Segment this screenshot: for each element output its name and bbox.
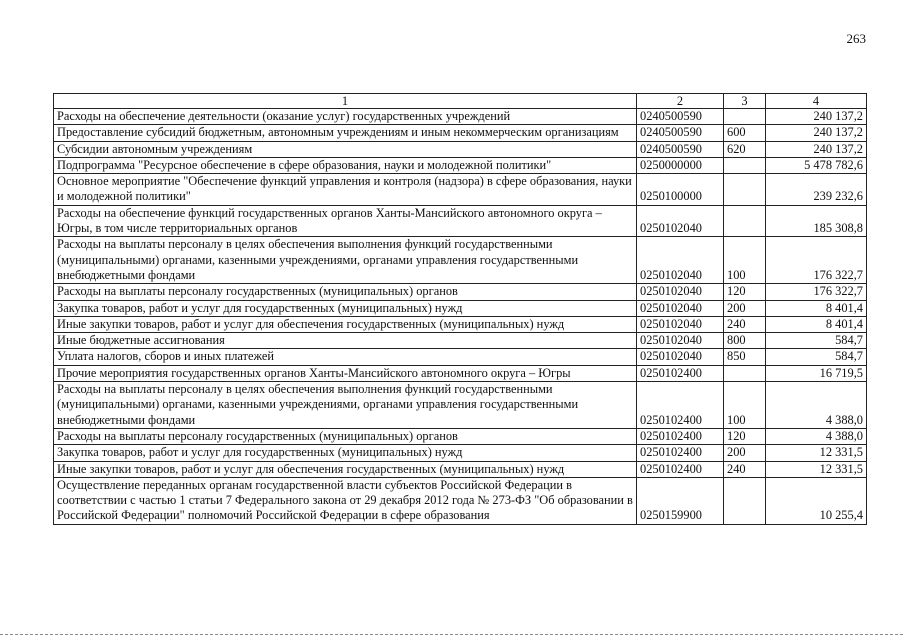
row-description: Основное мероприятие "Обеспечение функций управления и контроля (надзора) в сфере образования, науки и молодежной политики" [54,174,637,206]
header-cell-type: 3 [724,94,766,109]
row-type: 200 [724,300,766,316]
row-description: Осуществление переданных органам государственной власти субъектов Российской Федерации в соответствии с частью 1 статьи 7 Федерального закона от 29 декабря 2012 года № 273-ФЗ "Об образовании в Российской Федерации" полномочий Российской Федерации в сфере образования [54,477,637,524]
row-amount: 12 331,5 [766,461,867,477]
row-code: 0250102040 [637,237,724,284]
row-code: 0250102400 [637,365,724,381]
row-type [724,109,766,125]
row-amount: 239 232,6 [766,174,867,206]
row-description: Иные закупки товаров, работ и услуг для обеспечения государственных (муниципальных) нужд [54,316,637,332]
row-type: 100 [724,237,766,284]
row-description: Расходы на выплаты персоналу государственных (муниципальных) органов [54,284,637,300]
row-amount: 176 322,7 [766,237,867,284]
row-code: 0250102400 [637,461,724,477]
table-row [54,365,867,381]
table-row [54,237,867,284]
row-amount: 584,7 [766,333,867,349]
row-amount: 12 331,5 [766,445,867,461]
budget-table [53,93,867,525]
row-code: 0240500590 [637,141,724,157]
row-code: 0250102040 [637,205,724,237]
row-code: 0250102040 [637,300,724,316]
row-amount: 240 137,2 [766,125,867,141]
table-row [54,477,867,524]
row-description: Закупка товаров, работ и услуг для государственных (муниципальных) нужд [54,300,637,316]
row-type [724,174,766,206]
row-code: 0240500590 [637,125,724,141]
row-type [724,205,766,237]
row-code: 0250159900 [637,477,724,524]
row-amount: 5 478 782,6 [766,157,867,173]
table-row [54,157,867,173]
row-description: Иные закупки товаров, работ и услуг для обеспечения государственных (муниципальных) нужд [54,461,637,477]
table-row [54,125,867,141]
page-number: 263 [846,31,866,46]
header-cell-amount: 4 [766,94,867,109]
table-row [54,349,867,365]
table-row [54,428,867,444]
row-amount: 10 255,4 [766,477,867,524]
row-type: 120 [724,428,766,444]
table-row [54,174,867,206]
row-code: 0250102400 [637,428,724,444]
row-type: 200 [724,445,766,461]
row-type [724,477,766,524]
row-description: Расходы на выплаты персоналу в целях обеспечения выполнения функций государственными (муниципальными) органами, казенными учреждениями, органами управления государственными внебюджетными фондами [54,237,637,284]
row-description: Предоставление субсидий бюджетным, автономным учреждениям и иным некоммерческим организациям [54,125,637,141]
row-amount: 240 137,2 [766,141,867,157]
table-row [54,141,867,157]
row-description: Уплата налогов, сборов и иных платежей [54,349,637,365]
row-description: Подпрограмма "Ресурсное обеспечение в сфере образования, науки и молодежной политики" [54,157,637,173]
table-row [54,109,867,125]
row-type: 240 [724,461,766,477]
row-description: Иные бюджетные ассигнования [54,333,637,349]
row-code: 0250102040 [637,316,724,332]
row-code: 0250102040 [637,333,724,349]
row-type: 100 [724,382,766,429]
row-amount: 8 401,4 [766,300,867,316]
row-amount: 185 308,8 [766,205,867,237]
header-cell-code: 2 [637,94,724,109]
row-amount: 240 137,2 [766,109,867,125]
row-amount: 4 388,0 [766,382,867,429]
row-type: 240 [724,316,766,332]
row-amount: 16 719,5 [766,365,867,381]
row-code: 0250102040 [637,284,724,300]
table-row [54,445,867,461]
row-type: 620 [724,141,766,157]
table-row [54,300,867,316]
table-row [54,333,867,349]
table-row [54,316,867,332]
row-code: 0250102040 [637,349,724,365]
row-description: Расходы на обеспечение функций государственных органов Ханты-Мансийского автономного округа – Югры, в том числе территориальных органов [54,205,637,237]
row-type: 800 [724,333,766,349]
table-row [54,382,867,429]
row-type: 850 [724,349,766,365]
row-code: 0240500590 [637,109,724,125]
header-cell-description: 1 [54,94,637,109]
row-code: 0250000000 [637,157,724,173]
row-amount: 4 388,0 [766,428,867,444]
row-type [724,365,766,381]
scan-edge-line [0,634,905,635]
row-description: Расходы на обеспечение деятельности (оказание услуг) государственных учреждений [54,109,637,125]
row-code: 0250102400 [637,445,724,461]
table-row [54,284,867,300]
row-description: Закупка товаров, работ и услуг для государственных (муниципальных) нужд [54,445,637,461]
row-amount: 8 401,4 [766,316,867,332]
row-description: Расходы на выплаты персоналу государственных (муниципальных) органов [54,428,637,444]
row-amount: 584,7 [766,349,867,365]
row-description: Прочие мероприятия государственных органов Ханты-Мансийского автономного округа – Югры [54,365,637,381]
row-description: Субсидии автономным учреждениям [54,141,637,157]
row-type: 600 [724,125,766,141]
header-row [54,94,867,109]
row-amount: 176 322,7 [766,284,867,300]
row-description: Расходы на выплаты персоналу в целях обеспечения выполнения функций государственными (муниципальными) органами, казенными учреждениями, органами управления государственными внебюджетными фондами [54,382,637,429]
row-code: 0250102400 [637,382,724,429]
row-code: 0250100000 [637,174,724,206]
table-row [54,461,867,477]
row-type: 120 [724,284,766,300]
row-type [724,157,766,173]
table-row [54,205,867,237]
